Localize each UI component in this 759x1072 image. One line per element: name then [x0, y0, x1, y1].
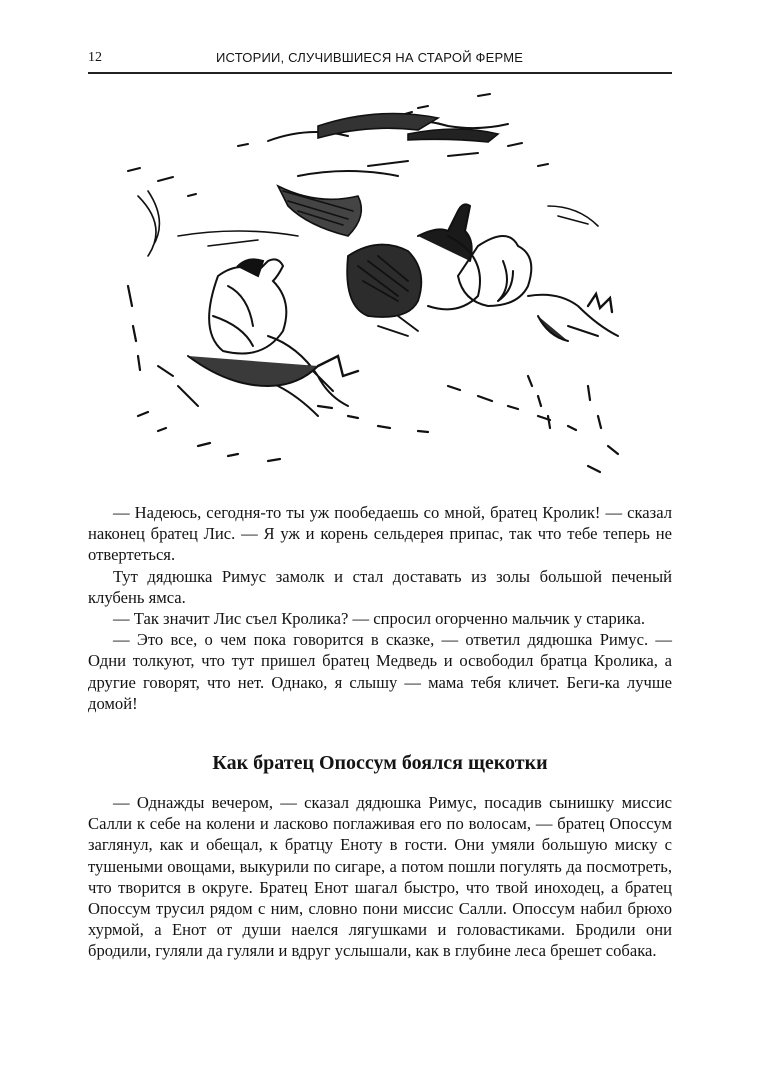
- text-block-2: [88, 792, 672, 962]
- ink-drawing-fox-and-rabbit-icon: [118, 86, 638, 481]
- paragraph: — Надеюсь, сегодня-то ты уж пообедаешь со мной, братец Кролик! — сказал наконец братец Лис. — Я уж и корень сельдерея припас, так что тебе теперь не отвертеться.: [88, 503, 672, 565]
- text-block-1: [88, 502, 672, 714]
- paragraph: — Однажды вечером, — сказал дядюшка Римус, посадив сынишку миссис Салли к себе на колени и ласково поглаживая его по волосам, — братец Опоссум заглянул, как и обещал, к братцу Еноту в гости. Они умяли большую миску с тушеными овощами, выкурили по сигаре, а потом пошли погулять да посмотреть, что творится в округе. Братец Енот шагал быстро, что твой иноходец, а братец Опоссум трусил рядом с ним, словно пони миссис Салли. Опоссум набил брюхо хурмой, а Енот от души наелся лягушками и головастиками. Бродили они бродили, гуляли да гуляли и вдруг услышали, как в глубине леса брешет собака.: [88, 793, 672, 961]
- page-number: 12: [88, 50, 102, 65]
- paragraph: Тут дядюшка Римус замолк и стал доставать из золы большой печеный клубень ямса.: [88, 566, 672, 607]
- running-title: ИСТОРИИ, СЛУЧИВШИЕСЯ НА СТАРОЙ ФЕРМЕ: [216, 50, 524, 65]
- paragraph: — Так значит Лис съел Кролика? — спросил огорченно мальчик у старика.: [113, 609, 645, 629]
- paragraph: — Это все, о чем пока говорится в сказке, — ответил дядюшка Римус. — Одни толкуют, что тут пришел братец Медведь и освободил братца Кролика, а другие говорят, что нет. Однако, я слышу — мама тебя кличет. Беги-ка лучше домой!: [88, 630, 672, 713]
- section-title: Как братец Опоссум боялся щекотки: [212, 752, 548, 774]
- running-header: [88, 48, 672, 74]
